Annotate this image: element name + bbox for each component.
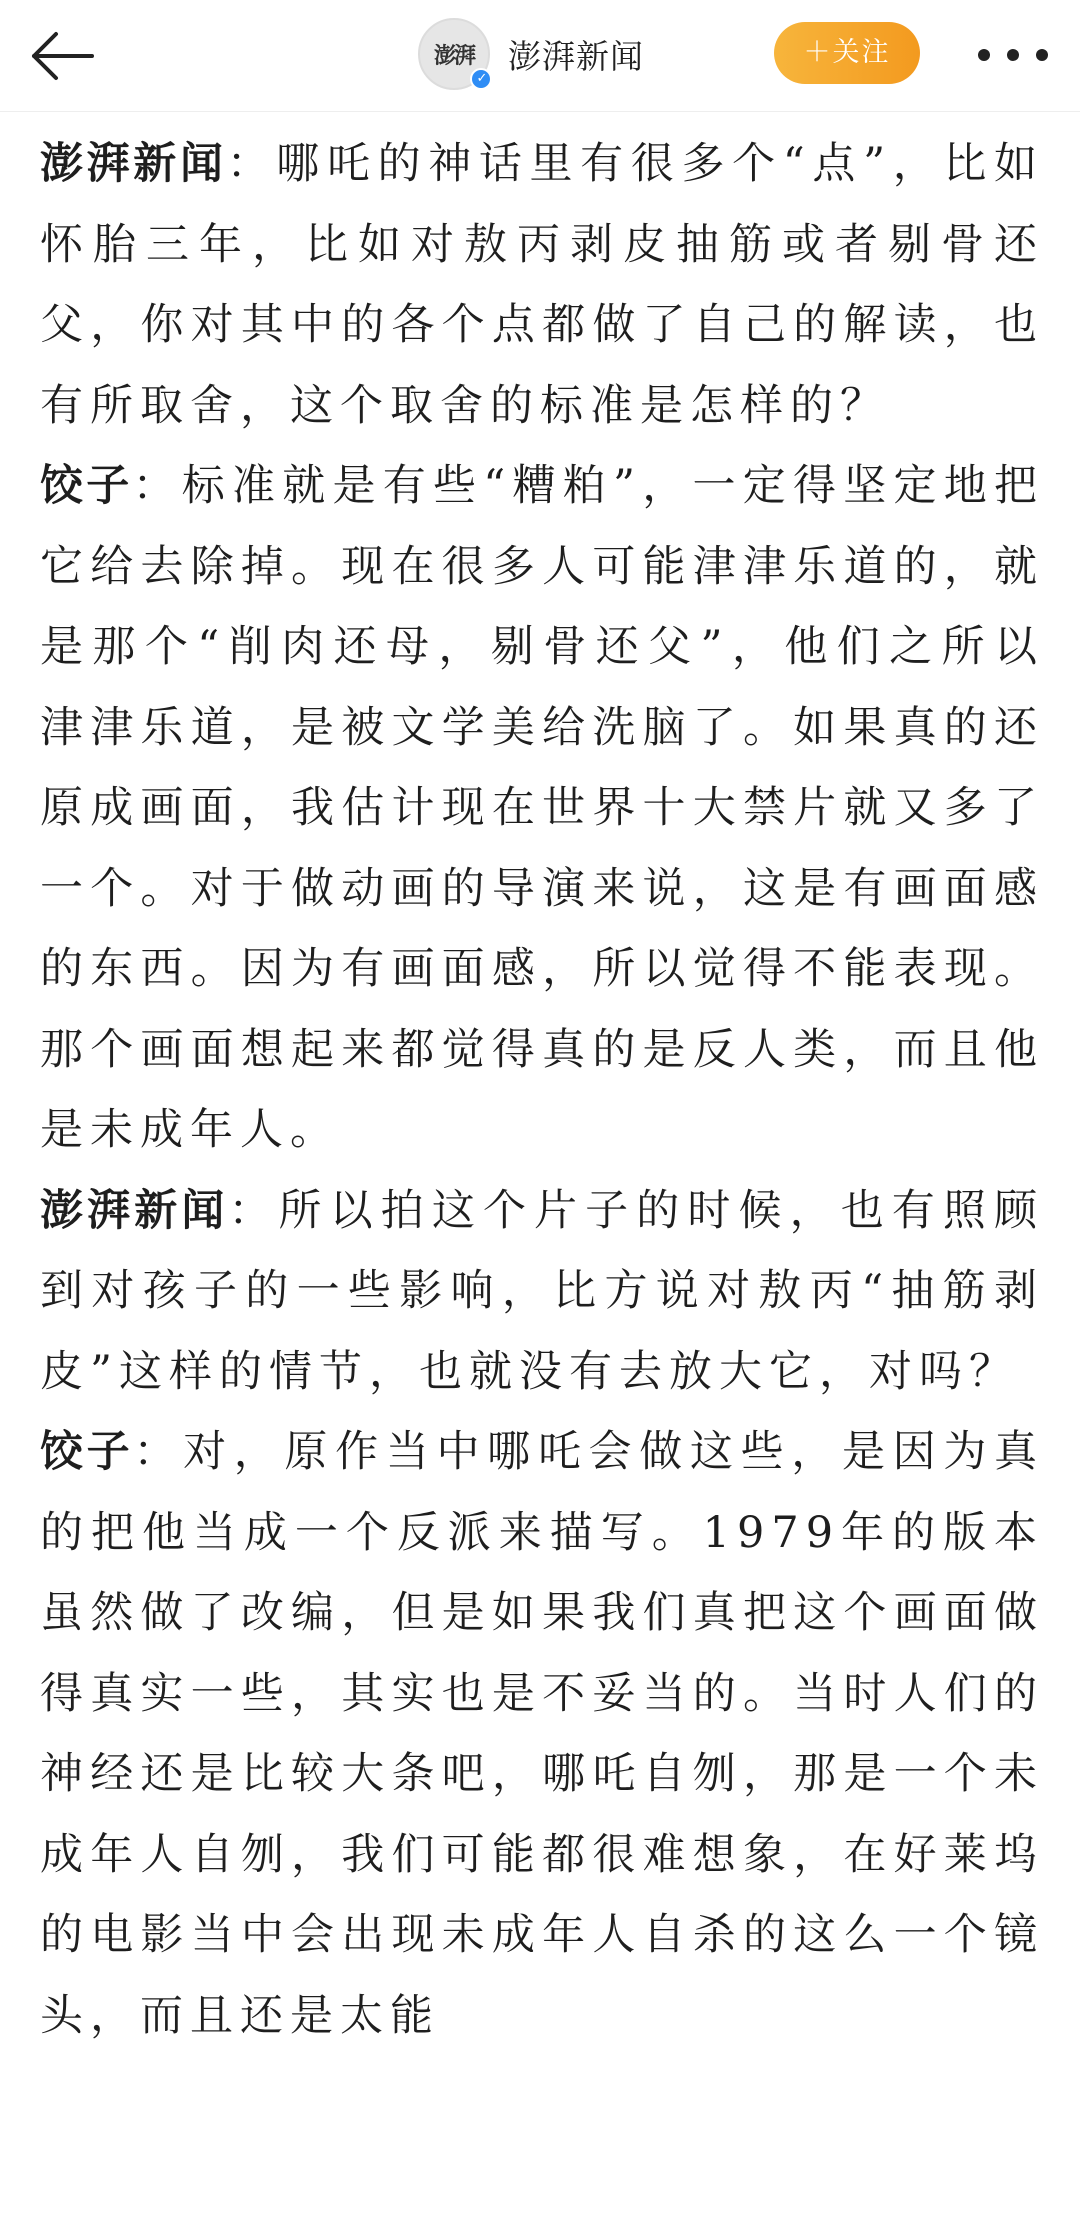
verified-check-icon: ✓ (470, 68, 492, 90)
account-info[interactable] (418, 14, 644, 94)
avatar-logo-text: 澎湃 (433, 42, 474, 69)
paragraph-text: 标准就是有些“糟粕”，一定得坚定地把它给去除掉。现在很多人可能津津乐道的，就是那个“削肉还母，剔骨还父”，他们之所以津津乐道，是被文学美给洗脑了。如果真的还原成画面，我估计现在世界十大禁片就又多了一个。对于做动画的导演来说，这是有画面感的东西。因为有画面感，所以觉得不能表现。那个画面想起来都觉得真的是反人类，而且他是未成年人。 (40, 461, 1044, 1155)
avatar[interactable] (418, 18, 490, 90)
back-arrow-icon (26, 20, 98, 92)
speaker-name: 饺子 (40, 461, 133, 511)
paragraph-text: 对，原作当中哪吒会做这些，是因为真的把他当成一个反派来描写。1979年的版本虽然做了改编，但是如果我们真把这个画面做得真实一些，其实也是不妥当的。当时人们的神经还是比较大条吧，哪吒自刎，那是一个未成年人自刎，我们可能都很难想象，在好莱坞的电影当中会出现未成年人自杀的这么一个镜头，而且还是太能 (40, 1427, 1044, 2041)
speaker-name: 澎湃新闻 (40, 1185, 229, 1236)
account-name[interactable]: 澎湃新闻 (508, 36, 644, 76)
follow-button[interactable]: ＋关注 (774, 22, 920, 84)
speaker-name: 饺子 (40, 1427, 134, 1477)
interview-paragraph: 饺子：标准就是有些“糟粕”，一定得坚定地把它给去除掉。现在很多人可能津津乐道的，就是那个“削肉还母，剔骨还父”，他们之所以津津乐道，是被文学美给洗脑了。如果真的还原成画面，我估计现在世界十大禁片就又多了一个。对于做动画的导演来说，这是有画面感的东西。因为有画面感，所以觉得不能表现。那个画面想起来都觉得真的是反人类，而且他是未成年人。 (40, 461, 1044, 1155)
article-body (40, 124, 1044, 2226)
interview-paragraph: 澎湃新闻：哪吒的神话里有很多个“点”，比如怀胎三年，比如对敖丙剥皮抽筋或者剔骨还父，你对其中的各个点都做了自己的解读，也有所取舍，这个取舍的标准是怎样的？ (40, 139, 1044, 431)
interview-paragraph: 澎湃新闻：所以拍这个片子的时候，也有照顾到对孩子的一些影响，比方说对敖丙“抽筋剥皮”这样的情节，也就没有去放大它，对吗？ (40, 1185, 1044, 1397)
more-options-button[interactable] (978, 30, 1048, 80)
back-button[interactable] (26, 20, 98, 92)
paragraph-text: 所以拍这个片子的时候，也有照顾到对孩子的一些影响，比方说对敖丙“抽筋剥皮”这样的情节，也就没有去放大它，对吗？ (40, 1185, 1044, 1397)
more-dots-icon (978, 49, 990, 61)
top-bar (0, 0, 1080, 112)
speaker-name: 澎湃新闻 (40, 139, 227, 189)
paragraph-text: 哪吒的神话里有很多个“点”，比如怀胎三年，比如对敖丙剥皮抽筋或者剔骨还父，你对其中的各个点都做了自己的解读，也有所取舍，这个取舍的标准是怎样的？ (40, 139, 1044, 431)
interview-paragraph: 饺子：对，原作当中哪吒会做这些，是因为真的把他当成一个反派来描写。1979年的版本虽然做了改编，但是如果我们真把这个画面做得真实一些，其实也是不妥当的。当时人们的神经还是比较大条吧，哪吒自刎，那是一个未成年人自刎，我们可能都很难想象，在好莱坞的电影当中会出现未成年人自杀的这么一个镜头，而且还是太能 (40, 1427, 1044, 2041)
